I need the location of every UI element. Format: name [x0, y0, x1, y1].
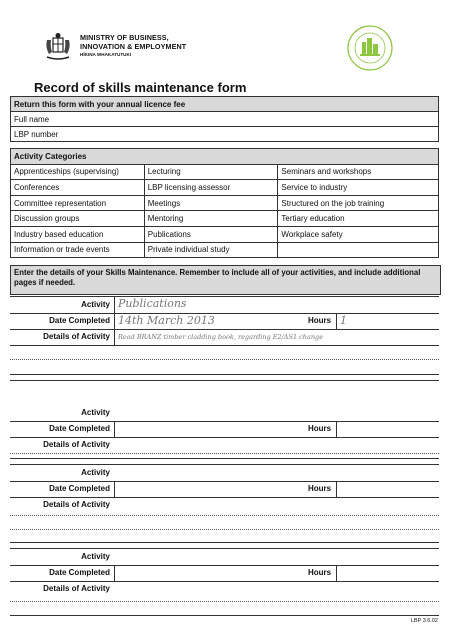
activity-categories-table — [10, 148, 439, 258]
category-cell: Service to industry — [278, 180, 439, 196]
activity-entry-block — [10, 380, 439, 459]
category-cell: Workplace safety — [278, 226, 439, 242]
table-row — [11, 226, 439, 242]
table-row — [11, 164, 439, 180]
lbp-number-field[interactable]: LBP number — [11, 127, 439, 142]
category-cell: Mentoring — [144, 211, 278, 227]
licence-table — [10, 96, 439, 142]
category-cell: Publications — [144, 226, 278, 242]
hours-label: Hours — [308, 484, 332, 493]
full-name-field[interactable]: Full name — [11, 112, 439, 127]
activity-label: Activity — [81, 552, 110, 561]
details-label: Details of Activity — [43, 440, 110, 449]
category-cell: LBP licensing assessor — [144, 180, 278, 196]
details-value[interactable]: Read BRANZ timber cladding book, regarding E2/AS1 change — [118, 333, 324, 341]
form-title: Record of skills maintenance form — [34, 80, 247, 95]
activity-label: Activity — [81, 468, 110, 477]
category-cell: Structured on the job training — [278, 195, 439, 211]
category-cell: Information or trade events — [11, 242, 145, 258]
maori-name: HĪKINA WHAKATUTUKI — [80, 52, 132, 57]
hours-label: Hours — [308, 424, 332, 433]
ministry-line-2: INNOVATION & EMPLOYMENT — [80, 42, 187, 51]
ministry-line-1: MINISTRY OF BUSINESS, — [80, 33, 169, 42]
activity-entry-block — [10, 464, 439, 543]
category-cell: Apprenticeships (supervising) — [11, 164, 145, 180]
table-row — [11, 180, 439, 196]
form-code: LBP 3.6.02 — [410, 618, 438, 624]
category-cell: Industry based education — [11, 226, 145, 242]
details-label: Details of Activity — [43, 500, 110, 509]
date-completed-label: Date Completed — [49, 424, 110, 433]
table-row — [11, 242, 439, 258]
categories-header: Activity Categories — [11, 149, 439, 165]
hours-label: Hours — [308, 316, 332, 325]
hours-value[interactable]: 1 — [340, 314, 347, 327]
details-label: Details of Activity — [43, 332, 110, 341]
licence-header: Return this form with your annual licence fee — [11, 97, 439, 112]
table-row — [11, 211, 439, 227]
category-cell: Committee representation — [11, 195, 145, 211]
date-completed-label: Date Completed — [49, 568, 110, 577]
category-cell: Seminars and workshops — [278, 164, 439, 180]
category-cell: Lecturing — [144, 164, 278, 180]
category-cell: Private individual study — [144, 242, 278, 258]
activity-label: Activity — [81, 300, 110, 309]
activity-label: Activity — [81, 408, 110, 417]
category-cell: Conferences — [11, 180, 145, 196]
category-cell: Meetings — [144, 195, 278, 211]
activity-entry-block — [10, 296, 439, 375]
date-value[interactable]: 14th March 2013 — [118, 314, 215, 327]
date-completed-label: Date Completed — [49, 484, 110, 493]
ministry-name — [80, 33, 186, 51]
details-label: Details of Activity — [43, 584, 110, 593]
hours-label: Hours — [308, 568, 332, 577]
category-cell — [278, 242, 439, 258]
activity-value[interactable]: Publications — [118, 297, 187, 310]
table-row — [11, 195, 439, 211]
category-cell: Discussion groups — [11, 211, 145, 227]
date-completed-label: Date Completed — [49, 316, 110, 325]
instructions-note: Enter the details of your Skills Maintenance. Remember to include all of your activities, and include additional pages if needed. — [10, 265, 441, 295]
category-cell: Tertiary education — [278, 211, 439, 227]
coat-of-arms-icon — [44, 32, 72, 62]
activity-entry-block — [10, 548, 439, 616]
licensed-building-practitioners-seal-icon — [346, 24, 394, 72]
